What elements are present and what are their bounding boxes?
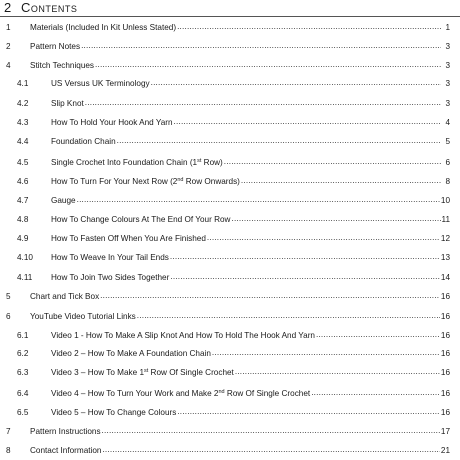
toc-entry[interactable] [0,444,460,457]
dot-leader [77,193,440,206]
toc-entry-title: US Versus UK Terminology [51,79,150,88]
toc-entry-page-number: 6 [445,158,450,167]
toc-entry-page-number: 10 [440,196,450,205]
dot-leader [95,58,441,71]
toc-entry-page-number: 21 [440,446,450,455]
toc-entry-title: Video 3 – How To Make 1st Row Of Single Crochet [51,368,234,377]
toc-entry-number: 1 [6,23,11,32]
toc-entry-number: 4.9 [17,234,29,243]
toc-entry-title: How To Weave In Your Tail Ends [51,253,169,262]
toc-entry-number: 4.7 [17,196,29,205]
toc-entry-number: 2 [6,42,11,51]
toc-entry[interactable] [0,97,460,110]
toc-entry-title: Gauge [51,196,76,205]
toc-entry-title: How To Hold Your Hook And Yarn [51,118,173,127]
toc-entry[interactable] [0,271,460,284]
toc-entry[interactable] [0,135,460,148]
toc-entry-superscript: nd [177,177,184,183]
dot-leader [170,250,440,263]
dot-leader [241,174,441,187]
toc-entry[interactable] [0,21,460,34]
toc-entry-page-number: 17 [440,427,450,436]
toc-entry-page-number: 16 [440,292,450,301]
toc-entry-page-number: 1 [445,23,450,32]
toc-entry-number: 4.5 [17,158,29,167]
toc-entry-number: 4.1 [17,79,29,88]
toc-entry-number: 4 [6,61,11,70]
toc-entry[interactable] [0,366,460,379]
dot-leader [170,270,440,283]
toc-entry[interactable] [0,310,460,323]
toc-entry-title: Pattern Instructions [30,427,101,436]
toc-entry-title: Contact Information [30,446,102,455]
toc-entry-page-number: 12 [440,234,450,243]
toc-entry-number: 6.1 [17,331,29,340]
toc-entry-superscript: st [197,158,202,164]
dot-leader [102,443,439,456]
toc-entry-number: 4.6 [17,177,29,186]
toc-entry[interactable] [0,387,460,400]
toc-entry[interactable] [0,425,460,438]
toc-entry-title: Video 1 - How To Make A Slip Knot And How To Hold The Hook And Yarn [51,331,315,340]
toc-entry-number: 8 [6,446,11,455]
toc-entry-title: Video 5 – How To Change Colours [51,408,177,417]
toc-entry-superscript: nd [218,389,225,395]
toc-entry-title: Chart and Tick Box [30,292,100,301]
toc-entry-page-number: 16 [440,408,450,417]
toc-entry-title: Slip Knot [51,99,84,108]
toc-entry-number: 4.10 [17,253,33,262]
toc-entry-page-number: 16 [440,389,450,398]
toc-entry[interactable] [0,290,460,303]
dot-leader [177,20,441,33]
toc-entry-number: 6.2 [17,349,29,358]
toc-entry-title: Video 4 – How To Turn Your Work and Make 2nd Row Of Single Crochet [51,389,311,398]
heading-title: Contents [21,0,78,15]
dot-leader [207,231,440,244]
toc-entry-title: How To Fasten Off When You Are Finished [51,234,206,243]
toc-entry[interactable] [0,213,460,226]
toc-entry-page-number: 8 [445,177,450,186]
toc-entry-page-number: 11 [441,215,450,224]
toc-entry-page-number: 16 [440,349,450,358]
toc-entry-number: 4.8 [17,215,29,224]
toc-entry[interactable] [0,251,460,264]
dot-leader [224,155,441,168]
toc-entry-title: How To Join Two Sides Together [51,273,170,282]
toc-entry-page-number: 16 [440,368,450,377]
toc-entry-page-number: 3 [445,61,450,70]
toc-entry[interactable] [0,194,460,207]
dot-leader [316,328,440,341]
toc-entry[interactable] [0,329,460,342]
toc-entry-number: 4.4 [17,137,29,146]
toc-entry-page-number: 5 [445,137,450,146]
dot-leader [137,309,440,322]
toc-entry[interactable] [0,156,460,169]
toc-entry[interactable] [0,77,460,90]
toc-entry-page-number: 3 [445,79,450,88]
toc-entry-page-number: 4 [445,118,450,127]
dot-leader [311,386,440,399]
dot-leader [117,134,441,147]
dot-leader [85,96,441,109]
dot-leader [177,405,440,418]
dot-leader [174,115,441,128]
toc-entry-number: 4.3 [17,118,29,127]
toc-entry-page-number: 14 [440,273,450,282]
toc-entry-page-number: 3 [445,99,450,108]
toc-entry-title: Single Crochet Into Foundation Chain (1st Row) [51,158,223,167]
toc-entry-number: 6.3 [17,368,29,377]
toc-entry[interactable] [0,406,460,419]
toc-entry-number: 6.5 [17,408,29,417]
toc-entry[interactable] [0,40,460,53]
heading-number: 2 [4,0,12,15]
toc-entry-title: Stitch Techniques [30,61,95,70]
toc-entry-title: YouTube Video Tutorial Links [30,312,136,321]
dot-leader [81,39,441,52]
dot-leader [151,76,441,89]
toc-entry-number: 5 [6,292,11,301]
toc-entry-title: Pattern Notes [30,42,81,51]
toc-entry-title: How To Turn For Your Next Row (2nd Row Onwards) [51,177,240,186]
toc-entry-number: 7 [6,427,11,436]
dot-leader [212,346,440,359]
toc-entry-title: How To Change Colours At The End Of Your Row [51,215,231,224]
toc-entry[interactable] [0,116,460,129]
toc-entry-title: Materials (Included In Kit Unless Stated) [30,23,177,32]
toc-entry-title: Foundation Chain [51,137,116,146]
toc-entry[interactable] [0,347,460,360]
toc-entry-number: 4.11 [17,273,33,282]
toc-entry-title: Video 2 – How To Make A Foundation Chain [51,349,211,358]
toc-entry[interactable] [0,175,460,188]
dot-leader [235,365,440,378]
toc-entry-page-number: 3 [445,42,450,51]
toc-entry-superscript: st [144,368,149,374]
toc-entry-number: 6.4 [17,389,29,398]
toc-entry[interactable] [0,232,460,245]
toc-entry[interactable] [0,59,460,72]
toc-entry-page-number: 16 [440,312,450,321]
toc-entry-number: 4.2 [17,99,29,108]
dot-leader [100,289,440,302]
toc-entry-page-number: 16 [440,331,450,340]
toc-entry-page-number: 13 [440,253,450,262]
dot-leader [102,424,440,437]
toc-entry-number: 6 [6,312,11,321]
dot-leader [231,212,440,225]
